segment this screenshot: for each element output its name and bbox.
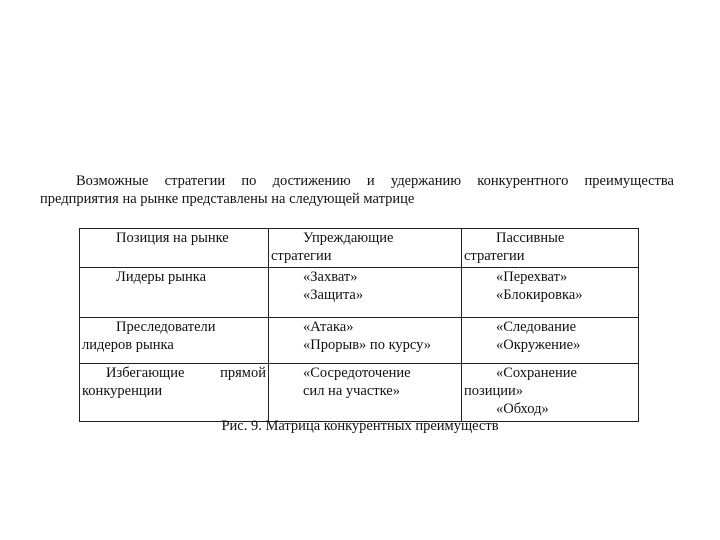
header-proactive-cell xyxy=(269,229,462,268)
header-passive-cell xyxy=(462,229,639,268)
competitive-advantage-matrix xyxy=(79,228,639,422)
position-cell xyxy=(80,364,269,422)
header-position-label: Позиция на рынке xyxy=(116,230,229,246)
position-line2: конкуренции xyxy=(82,383,163,399)
header-passive-line1: Пассивные xyxy=(496,230,565,246)
proactive-cell xyxy=(269,318,462,364)
passive-cell xyxy=(462,318,639,364)
intro-line-1: Возможные стратегии по достижению и удержанию конкурентного преимущества xyxy=(76,173,674,189)
proactive-line1: «Атака» xyxy=(303,319,354,335)
passive-line2: «Блокировка» xyxy=(496,287,583,303)
passive-line1: «Сохранение xyxy=(496,365,577,381)
passive-line1: «Перехват» xyxy=(496,269,568,285)
proactive-line2: «Прорыв» по курсу» xyxy=(303,337,432,353)
intro-line-2: предприятия на рынке представлены на следующей матрице xyxy=(40,191,415,207)
header-position-cell xyxy=(80,229,269,268)
table-row xyxy=(80,318,639,364)
passive-line2: позиции» xyxy=(464,383,524,399)
proactive-cell xyxy=(269,364,462,422)
header-passive-line2: стратегии xyxy=(464,248,525,264)
proactive-line1: «Захват» xyxy=(303,269,358,285)
intro-paragraph xyxy=(40,172,674,208)
table-row xyxy=(80,268,639,318)
figure-caption: Рис. 9. Матрица конкурентных преимуществ xyxy=(221,418,499,434)
position-cell xyxy=(80,268,269,318)
proactive-line2: «Защита» xyxy=(303,287,364,303)
passive-line3: «Обход» xyxy=(496,401,549,417)
table-header-row xyxy=(80,229,639,268)
header-proactive-line2: стратегии xyxy=(271,248,332,264)
passive-cell xyxy=(462,268,639,318)
position-line1: Преследователи xyxy=(116,319,216,335)
position-cell xyxy=(80,318,269,364)
position-line1: Избегающие прямой xyxy=(106,365,266,381)
position-line1: Лидеры рынка xyxy=(116,269,207,285)
position-line2: лидеров рынка xyxy=(82,337,174,353)
header-proactive-line1: Упреждающие xyxy=(303,230,394,246)
passive-line1: «Следование xyxy=(496,319,577,335)
passive-line2: «Окружение» xyxy=(496,337,581,353)
table-row xyxy=(80,364,639,422)
proactive-line2: сил на участке» xyxy=(303,383,400,399)
proactive-cell xyxy=(269,268,462,318)
proactive-line1: «Сосредоточение xyxy=(303,365,411,381)
passive-cell xyxy=(462,364,639,422)
